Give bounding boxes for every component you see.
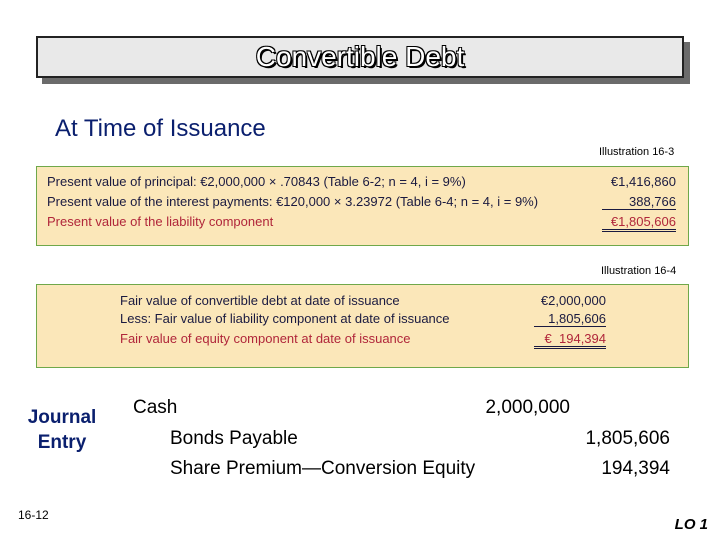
illustration-16-3-panel (36, 166, 689, 246)
learning-objective: LO 1 (674, 516, 708, 533)
illustration-16-4-panel (36, 284, 689, 368)
fv-convertible-text: Fair value of convertible debt at date of issuance (120, 293, 400, 308)
fv-liability-text: Less: Fair value of liability component at date of issuance (120, 311, 450, 326)
journal-entry-label (22, 405, 102, 455)
pv-principal-text: Present value of principal: €2,000,000 × .70843 (Table 6-2; n = 4, i = 9%) (47, 174, 466, 189)
fv-convertible-amount: €2,000,000 (540, 293, 606, 308)
journal-label-line2: Entry (37, 432, 87, 453)
je-cash-account: Cash (133, 397, 178, 418)
fv-liability-amount: 1,805,606 (534, 311, 606, 327)
je-equity-account: Share Premium—Conversion Equity (170, 458, 476, 479)
pv-liability-amount: €1,805,606 (602, 214, 676, 232)
page-number: 16-12 (18, 508, 49, 522)
pv-interest-amount: 388,766 (602, 194, 676, 210)
slide-subtitle: At Time of Issuance (55, 115, 266, 142)
slide-title: Convertible Debt (255, 41, 465, 72)
pv-interest-text: Present value of the interest payments: €120,000 × 3.23972 (Table 6-4; n = 4, i = 9%) (47, 194, 539, 209)
illustration-label-16-3: Illustration 16-3 (599, 146, 675, 158)
je-equity-credit: 194,394 (601, 458, 670, 479)
fv-equity-text: Fair value of equity component at date of issuance (120, 331, 411, 346)
je-cash-debit: 2,000,000 (485, 397, 570, 418)
je-bonds-credit: 1,805,606 (585, 428, 670, 449)
pv-liability-text: Present value of the liability component (47, 214, 274, 229)
illustration-label-16-4: Illustration 16-4 (601, 265, 677, 277)
fv-equity-amount: € 194,394 (534, 331, 606, 349)
je-bonds-account: Bonds Payable (170, 428, 298, 449)
journal-label-line1: Journal (27, 407, 97, 428)
title-banner (36, 36, 684, 78)
pv-principal-amount: €1,416,860 (610, 174, 676, 189)
